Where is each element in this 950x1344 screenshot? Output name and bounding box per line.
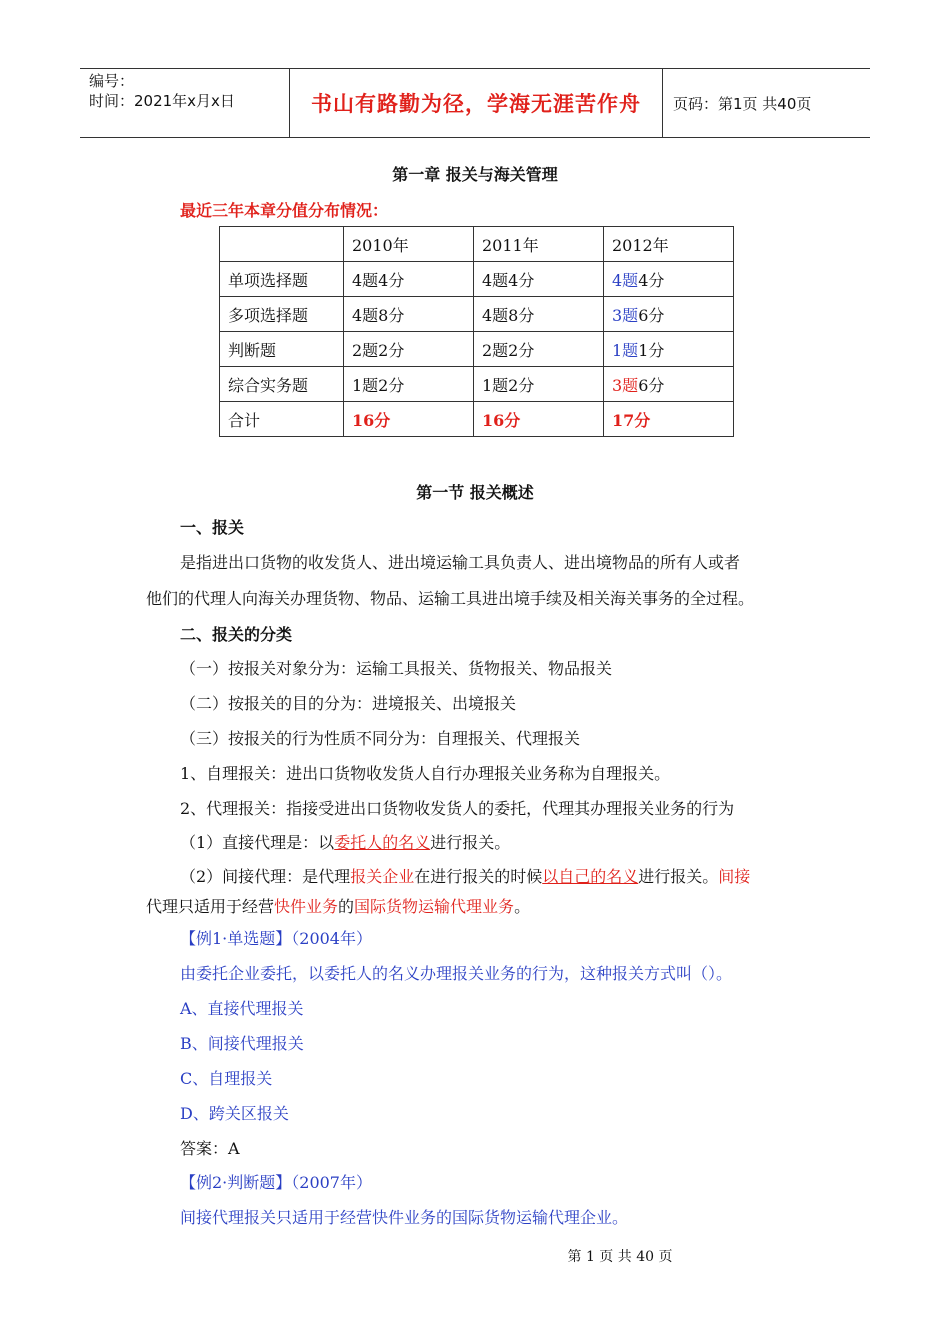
cell-2012-points: 6分 — [638, 375, 665, 395]
cell-2011: 4题8分 — [474, 297, 604, 332]
table-header-cell — [220, 227, 344, 262]
row-label: 综合实务题 — [220, 367, 344, 402]
example1-answer: 答案：A — [180, 1139, 240, 1158]
emphasis: 以自己的名义 — [542, 867, 639, 886]
score-heading: 最近三年本章分值分布情况： — [180, 201, 389, 220]
header-left — [80, 69, 289, 137]
classification-item: （三）按报关的行为性质不同分为：自理报关、代理报关 — [180, 729, 581, 748]
motto: 书山有路勤为径，学海无涯苦作舟 — [311, 92, 641, 116]
cell-2012-count: 3题 — [612, 305, 639, 325]
header-middle — [289, 69, 663, 137]
table-header-row — [220, 227, 734, 262]
emphasis: 间接 — [718, 867, 751, 886]
direct-agent-line: （1）直接代理是：以委托人的名义进行报关。 — [180, 833, 511, 852]
emphasis: 报关企业 — [350, 867, 415, 886]
classification-item: （一）按报关对象分为：运输工具报关、货物报关、物品报关 — [180, 659, 613, 678]
cell-2012-points: 1分 — [638, 340, 665, 360]
example2-title: 【例2·判断题】（2007年） — [180, 1173, 372, 1192]
emphasis: 快件业务 — [274, 897, 339, 916]
cell-2012 — [604, 332, 734, 367]
cell-2010: 4题8分 — [344, 297, 474, 332]
section-title: 第一节 报关概述 — [416, 483, 534, 502]
cell-2010: 2题2分 — [344, 332, 474, 367]
total-2010: 16分 — [344, 402, 474, 437]
table-row — [220, 297, 734, 332]
page-label: 页码：第1页 共40页 — [673, 94, 812, 113]
table-header-cell: 2011年 — [474, 227, 604, 262]
total-2012: 17分 — [604, 402, 734, 437]
table-total-row — [220, 402, 734, 437]
example1-option-b: B、间接代理报关 — [180, 1034, 304, 1053]
example1-title: 【例1·单选题】（2004年） — [180, 929, 372, 948]
table-row — [220, 367, 734, 402]
cell-2012-count: 1题 — [612, 340, 639, 360]
page-header — [80, 68, 870, 138]
example1-option-c: C、自理报关 — [180, 1069, 273, 1088]
emphasis: 国际货物运输代理业务 — [354, 897, 515, 916]
total-2011: 16分 — [474, 402, 604, 437]
example2-statement: 间接代理报关只适用于经营快件业务的国际货物运输代理企业。 — [180, 1208, 629, 1227]
paragraph-line: 他们的代理人向海关办理货物、物品、运输工具进出境手续及相关海关事务的全过程。 — [146, 589, 755, 608]
heading-classification: 二、报关的分类 — [180, 625, 293, 644]
table-row — [220, 332, 734, 367]
cell-2011: 2题2分 — [474, 332, 604, 367]
cell-2012 — [604, 262, 734, 297]
score-table — [219, 226, 734, 437]
row-label: 判断题 — [220, 332, 344, 367]
agent-declaration: 2、代理报关：指接受进出口货物收发货人的委托，代理其办理报关业务的行为 — [180, 799, 735, 818]
cell-2012-points: 4分 — [638, 270, 665, 290]
paragraph-line: 是指进出口货物的收发货人、进出境运输工具负责人、进出境物品的所有人或者 — [180, 553, 741, 572]
cell-2010: 1题2分 — [344, 367, 474, 402]
cell-2011: 1题2分 — [474, 367, 604, 402]
cell-2012-points: 6分 — [638, 305, 665, 325]
cell-2010: 4题4分 — [344, 262, 474, 297]
cell-2012 — [604, 367, 734, 402]
cell-2011: 4题4分 — [474, 262, 604, 297]
table-row — [220, 262, 734, 297]
chapter-title: 第一章 报关与海关管理 — [392, 165, 558, 184]
table-header-cell: 2012年 — [604, 227, 734, 262]
table-header-cell: 2010年 — [344, 227, 474, 262]
header-right — [663, 69, 811, 137]
example1-option-d: D、跨关区报关 — [180, 1104, 289, 1123]
cell-2012-count: 4题 — [612, 270, 639, 290]
total-label: 合计 — [220, 402, 344, 437]
emphasis: 委托人的名义 — [334, 833, 431, 852]
row-label: 单项选择题 — [220, 262, 344, 297]
self-declaration: 1、自理报关：进出口货物收发货人自行办理报关业务称为自理报关。 — [180, 764, 671, 783]
example1-question: 由委托企业委托，以委托人的名义办理报关业务的行为，这种报关方式叫（）。 — [180, 964, 733, 983]
number-label: 编号： — [89, 72, 135, 90]
cell-2012-count: 3题 — [612, 375, 639, 395]
heading-baoguan: 一、报关 — [180, 518, 245, 537]
example1-option-a: A、直接代理报关 — [180, 999, 304, 1018]
classification-item: （二）按报关的目的分为：进境报关、出境报关 — [180, 694, 517, 713]
cell-2012 — [604, 297, 734, 332]
indirect-agent-line: （2）间接代理：是代理报关企业在进行报关的时候以自己的名义进行报关。间接 — [180, 867, 751, 886]
indirect-agent-line-2: 代理只适用于经营快件业务的国际货物运输代理业务。 — [146, 897, 531, 916]
time-label: 时间：2021年x月x日 — [89, 92, 235, 110]
row-label: 多项选择题 — [220, 297, 344, 332]
page-footer: 第 1 页 共 40 页 — [567, 1249, 673, 1265]
